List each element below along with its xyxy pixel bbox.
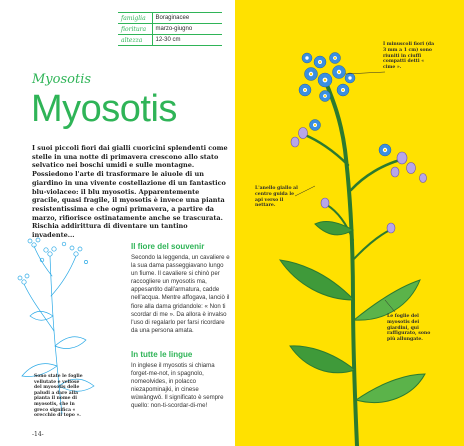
- info-key: famiglia: [118, 13, 152, 24]
- main-stem: [325, 80, 357, 446]
- latin-kicker: Myosotis: [32, 72, 92, 87]
- info-value: 12-30 cm: [152, 35, 222, 46]
- side-stem: [353, 230, 390, 260]
- section-text-souvenir: Secondo la leggenda, un cavaliere e la sua dama passeggiavano lungo un fiume. Il cavaliere si chinò per raccogliere un myosotis ma, appesantito dall'armatura, cadde nell'acqua. Mentre affogava, lanciò il fiore alla dama gridandole: « Non ti scordar di me ». Da allora è invalso l'uso di regalarlo per farsi ricordare da una persona amata.: [131, 254, 230, 334]
- flower-buds: [291, 128, 427, 234]
- side-flowers: [310, 120, 392, 157]
- info-row: [118, 13, 222, 24]
- section-text-languages: In inglese il myosotis si chiama forget-me-not, in spagnolo, nomeolvides, in polacco niezapominajki, in cinese wùwàngwǒ. Il significato è sempre quello: non-ti-scordar-di-me!: [131, 362, 224, 410]
- section-title-languages: In tutte le lingue: [131, 350, 193, 359]
- info-value: Boraginacee: [152, 13, 222, 24]
- intro-paragraph: I suoi piccoli fiori dai gialli cuoricini splendenti come stelle in una notte di primavera crescono allo stato selvatico nei boschi umidi e sulle montagne. Possiedono l'arte di trasformare le aiuole di un giardino in una vivente costellazione di un fantastico blu-violaceo: il blu myosotis. Apparentemente gracile, quasi fragile, il myosotis è invece una pianta resistentissima e che ogni primavera, a partire da marzo, rifiorisce ostinatamente anche se trascurata. Rischia addirittura di diventare un tantino invadente...: [32, 144, 228, 240]
- annotation-leaves: Le foglie del myosotis dei giardini, qui raffigurato, sono più allungate.: [387, 314, 431, 343]
- page-title: Myosotis: [31, 88, 177, 130]
- sketch-caption: Sono state le foglie vellutate e vellose del myosotis delle paludi a dare alla pianta il nome di myosotis, che in greco significa « orecchio di topo ».: [34, 374, 83, 419]
- section-title-souvenir: Il fiore del souvenir: [131, 242, 205, 251]
- flower-cluster: [299, 53, 355, 102]
- leaf: [280, 260, 354, 300]
- info-row: [118, 35, 222, 46]
- info-value: marzo-giugno: [152, 24, 222, 35]
- leaf: [315, 222, 353, 235]
- leaf: [356, 374, 425, 402]
- info-row: [118, 24, 222, 35]
- annotation-yellow-ring: L'anello giallo al centro guida le api verso il nettare.: [255, 186, 298, 209]
- right-page: [235, 0, 464, 446]
- info-table: [118, 12, 222, 46]
- info-key: altezza: [118, 35, 152, 46]
- leaf: [290, 346, 355, 373]
- annotation-flowers: I minuscoli fiori (da 3 mm a 1 cm) sono riuniti in ciuffi compatti detti « cime ».: [383, 42, 435, 71]
- info-key: fioritura: [118, 24, 152, 35]
- page-number: -14-: [32, 431, 44, 438]
